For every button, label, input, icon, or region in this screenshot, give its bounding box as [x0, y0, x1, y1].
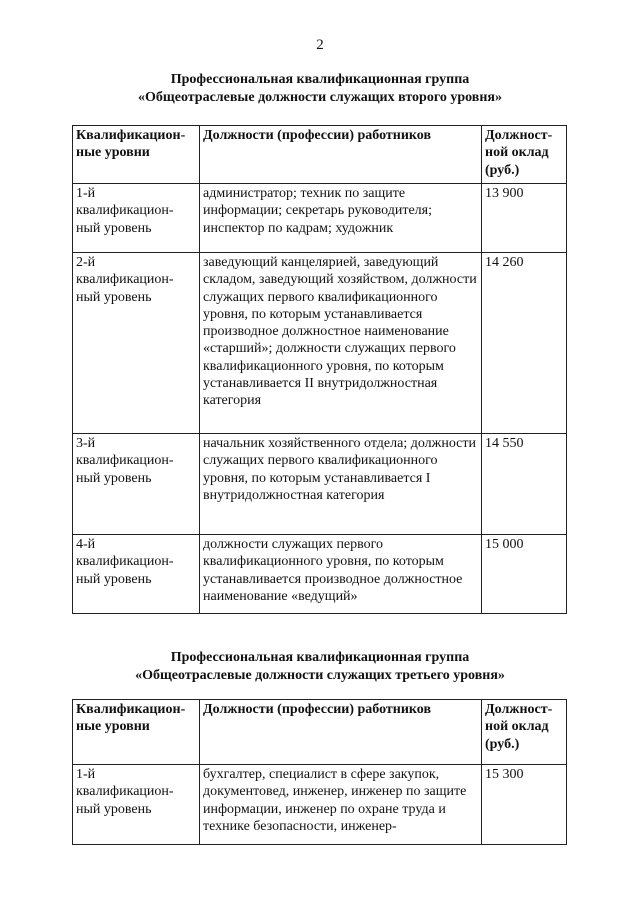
salary-cell: 14 550	[482, 434, 567, 535]
group-title: Профессиональная квалификационная группа	[170, 650, 470, 665]
positions-cell: начальник хозяйственного отдела; должности служащих первого квалификационного уровня, по которым устанавливается I внутридолжностная категория	[200, 434, 482, 535]
level-cell: 1-й квалификацион-ный уровень	[73, 184, 200, 253]
header-positions: Должности (профессии) работников	[200, 700, 482, 765]
header-positions: Должности (профессии) работников	[200, 126, 482, 184]
group-title: Профессиональная квалификационная группа	[170, 72, 470, 87]
group-subtitle: «Общеотраслевые должности служащих второго уровня»	[138, 90, 502, 105]
level-cell: 1-й квалификацион-ный уровень	[73, 765, 200, 845]
qualification-table	[72, 699, 567, 845]
positions-cell: бухгалтер, специалист в сфере закупок, документовед, инженер, инженер по защите информации, инженер по охране труда и технике безопасности, инженер-	[200, 765, 482, 845]
salary-cell: 13 900	[482, 184, 567, 253]
table-header-row	[73, 700, 567, 765]
header-salary: Должност-ной оклад (руб.)	[482, 126, 567, 184]
qualification-table	[72, 125, 567, 614]
positions-cell: администратор; техник по защите информации; секретарь руководителя; инспектор по кадрам; художник	[200, 184, 482, 253]
positions-cell: должности служащих первого квалификационного уровня, по которым устанавливается производное должностное наименование «ведущий»	[200, 535, 482, 614]
table-header-row	[73, 126, 567, 184]
level-cell: 4-й квалификацион-ный уровень	[73, 535, 200, 614]
salary-cell: 15 300	[482, 765, 567, 845]
group-heading	[0, 71, 640, 107]
salary-cell: 14 260	[482, 253, 567, 434]
table-row	[73, 434, 567, 535]
group-heading	[0, 649, 640, 685]
level-cell: 3-й квалификацион-ный уровень	[73, 434, 200, 535]
table-row	[73, 535, 567, 614]
table-row	[73, 765, 567, 845]
positions-cell: заведующий канцелярией, заведующий складом, заведующий хозяйством, должности служащих первого квалификационного уровня, по которым устанавливается производное должностное наименование «старший»; должности служащих первого квалификационного уровня, по которым устанавливается II внутридолжностная категория	[200, 253, 482, 434]
header-levels: Квалификацион-ные уровни	[73, 700, 200, 765]
page-number: 2	[316, 37, 324, 53]
group-subtitle: «Общеотраслевые должности служащих третьего уровня»	[135, 668, 505, 683]
level-cell: 2-й квалификацион-ный уровень	[73, 253, 200, 434]
table-row	[73, 184, 567, 253]
header-levels: Квалификацион-ные уровни	[73, 126, 200, 184]
header-salary: Должност-ной оклад (руб.)	[482, 700, 567, 765]
salary-cell: 15 000	[482, 535, 567, 614]
table-row	[73, 253, 567, 434]
